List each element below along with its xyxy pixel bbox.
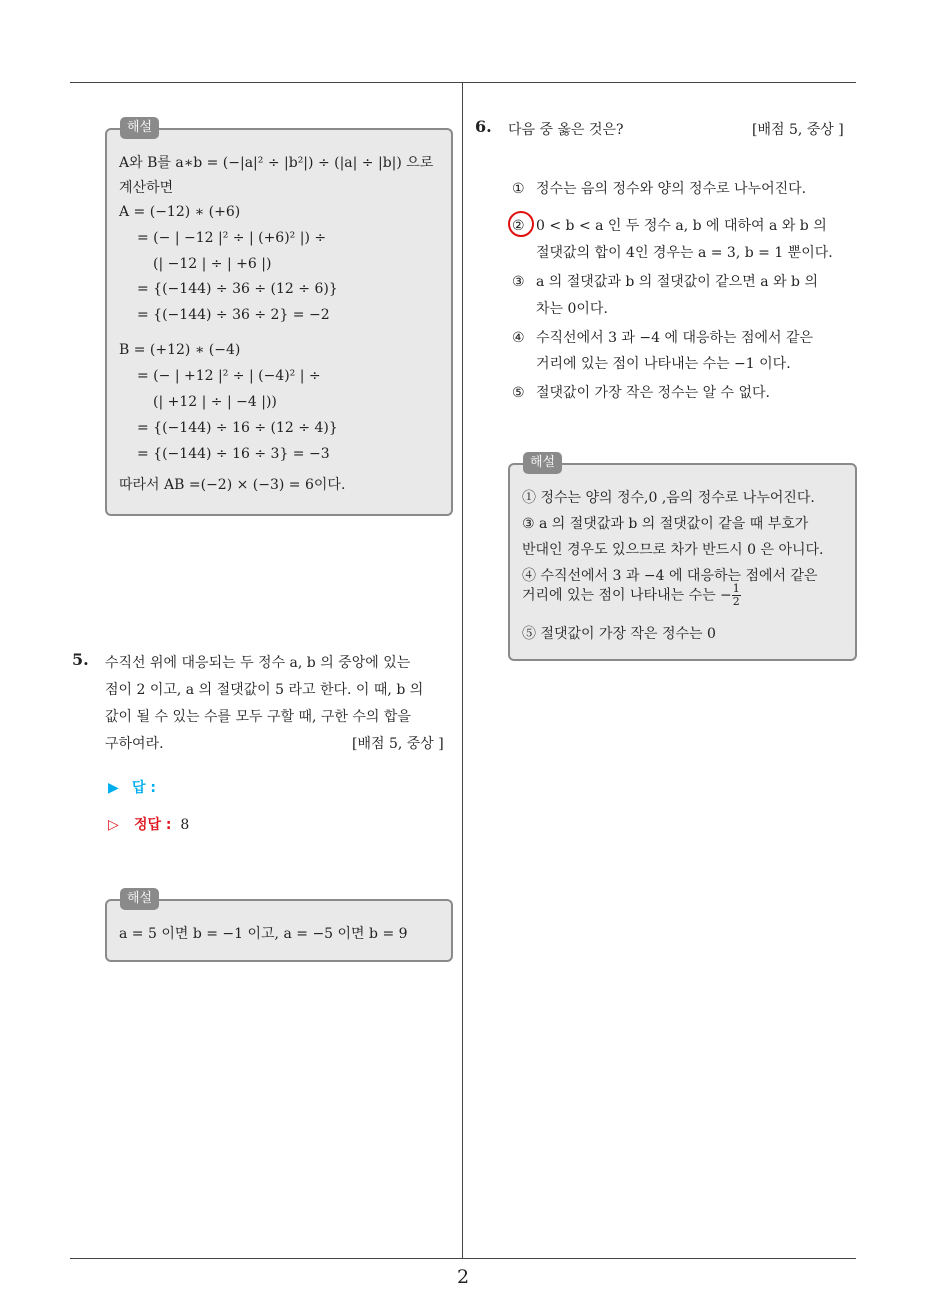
q5-answer-row [108,777,156,797]
q6-score: [배점 5, 중상 ] [752,122,844,138]
page-number: 2 [456,1266,470,1288]
correct-label: 정답 : [134,817,172,833]
q6-option-5[interactable]: ⑤ 절댓값이 가장 작은 정수는 알 수 없다. [512,385,771,401]
q5-explanation-box [105,891,453,962]
q4-exp-line: = {(−144) ÷ 16 ÷ (12 ÷ 4)} [137,420,338,436]
q6-explanation-box [508,455,857,661]
q4-exp-line: A와 B를 a∗b = (−|a|² ÷ |b²|) ÷ (|a| ÷ |b|) 으로 [119,155,434,171]
q6-option-2[interactable]: ② 0 < b < a 인 두 정수 a, b 에 대하여 a 와 b 의 [512,218,827,234]
q4-exp-line: = {(−144) ÷ 16 ÷ 3} = −3 [137,446,330,462]
q4-exp-line: A = (−12) ∗ (+6) [119,204,241,220]
q4-exp-line: = (− | −12 |² ÷ | (+6)² |) ÷ [137,230,327,246]
q4-exp-line: = (− | +12 |² ÷ | (−4)² | ÷ [137,368,321,384]
q6-question: 다음 중 옳은 것은? [508,122,624,138]
q4-exp-line: (| −12 | ÷ | +6 |) [153,256,272,272]
q5-score: [배점 5, 중상 ] [352,736,444,752]
q5-number: 5. [72,650,89,669]
q5-line: 수직선 위에 대응되는 두 정수 a, b 의 중앙에 있는 [105,655,411,671]
q5-correct-row [108,814,189,834]
q4-exp-line: 계산하면 [119,180,174,196]
bottom-rule [70,1258,856,1259]
q6-exp-line: ① 정수는 양의 정수,0 ,음의 정수로 나누어진다. [522,490,815,506]
q6-exp-line: ④ 수직선에서 3 과 −4 에 대응하는 점에서 같은 [522,568,818,584]
q4-exp-line: (| +12 | ÷ | −4 |)) [153,394,277,410]
q6-exp-line-fraction: 거리에 있는 점이 나타내는 수는 − $\frac{1}{2}$ [522,582,740,608]
answer-label: 답 : [132,780,156,796]
q6-option-3[interactable]: ③ a 의 절댓값과 b 의 절댓값이 같으면 a 와 b 의 [512,274,818,290]
q6-number: 6. [475,117,492,136]
fraction-one-half: $\frac{1}{2}$ [732,582,740,608]
q6-exp-line: ⑤ 절댓값이 가장 작은 정수는 0 [522,626,716,642]
play-icon: ▶ [108,780,119,796]
q6-exp-line: 반대인 경우도 있으므로 차가 반드시 0 은 아니다. [522,542,824,558]
q4-exp-line: = {(−144) ÷ 36 ÷ 2} = −2 [137,307,330,323]
q4-explanation-box [105,120,453,516]
q6-option-4[interactable]: ④ 수직선에서 3 과 −4 에 대응하는 점에서 같은 [512,330,814,346]
q6-option-3-cont: 차는 0이다. [536,301,608,317]
column-divider [462,82,463,1258]
q5-exp-line: a = 5 이면 b = −1 이고, a = −5 이면 b = 9 [119,926,408,942]
explanation-tag: 해설 [523,452,562,474]
q5-line: 점이 2 이고, a 의 절댓값이 5 라고 한다. 이 때, b 의 [105,682,424,698]
top-rule [70,82,856,83]
q6-option-1[interactable]: ① 정수는 음의 정수와 양의 정수로 나누어진다. [512,181,807,197]
explanation-tag: 해설 [120,117,159,139]
q4-exp-line: B = (+12) ∗ (−4) [119,342,241,358]
q5-line: 값이 될 수 있는 수를 모두 구할 때, 구한 수의 합을 [105,709,411,725]
triangle-outline-icon: ▷ [108,817,119,833]
explanation-tag: 해설 [120,888,159,910]
q4-exp-line: = {(−144) ÷ 36 ÷ (12 ÷ 6)} [137,281,338,297]
q6-option-4-cont: 거리에 있는 점이 나타내는 수는 −1 이다. [536,356,791,372]
q4-exp-line: 따라서 AB =(−2) × (−3) = 6이다. [119,477,346,493]
q6-option-2-cont: 절댓값의 합이 4인 경우는 a = 3, b = 1 뿐이다. [536,245,833,261]
q6-exp-line: ③ a 의 절댓값과 b 의 절댓값이 같을 때 부호가 [522,516,809,532]
q5-line: 구하여라. [105,736,164,752]
correct-value: 8 [180,817,190,833]
